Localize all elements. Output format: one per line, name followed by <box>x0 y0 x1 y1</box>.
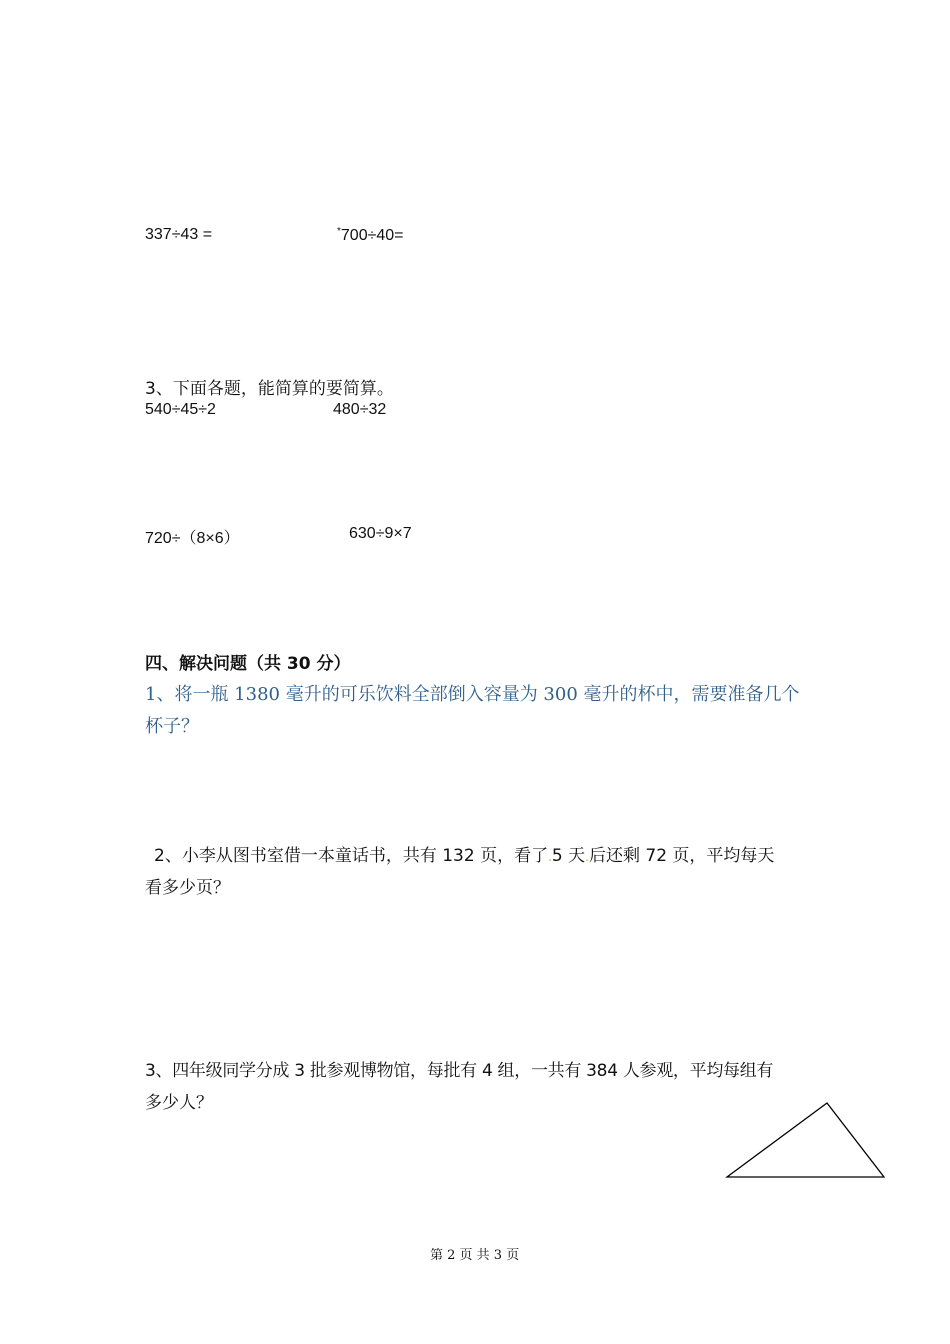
emphasis-dot: . <box>548 850 552 864</box>
simplify-title: 3、下面各题，能简算的要简算。 <box>145 379 394 399</box>
section4-heading: 四、解决问题（共 30 分） <box>145 654 351 674</box>
emphasis-dot: . <box>585 850 589 864</box>
q2-line1 <box>154 841 774 866</box>
q2-part-c: 后还剩 72 页，平均每天 <box>588 846 775 866</box>
q2-part-b: 5 天 <box>551 846 586 866</box>
expr-700-div-40 <box>337 226 404 245</box>
simplify-item-3: 720÷（8×6） <box>145 530 240 547</box>
simplify-item-1: 540÷45÷2 <box>145 401 216 418</box>
expr-text: 700÷40= <box>340 227 404 244</box>
page-footer: 第 2 页 共 3 页 <box>430 1248 520 1263</box>
triangle-figure <box>720 1098 890 1182</box>
q1-line2: 杯子？ <box>145 716 199 737</box>
simplify-item-4: 630÷9×7 <box>349 525 412 542</box>
q2-line2: 看多少页？ <box>145 878 230 898</box>
q3-line1: 3、四年级同学分成 3 批参观博物馆，每批有 4 组，一共有 384 人参观，平均每组有 <box>145 1061 774 1081</box>
q1-line1: 1、将一瓶 1380 毫升的可乐饮料全部倒入容量为 300 毫升的杯中，需要准备几个 <box>145 684 800 705</box>
expr-337-div-43: 337÷43 = <box>145 226 213 243</box>
q2-part-a: 2、小李从图书室借一本童话书，共有 132 页，看了 <box>154 846 549 866</box>
star-mark: * <box>337 226 341 237</box>
simplify-item-2: 480÷32 <box>333 401 387 418</box>
q3-line2: 多少人？ <box>145 1093 213 1113</box>
